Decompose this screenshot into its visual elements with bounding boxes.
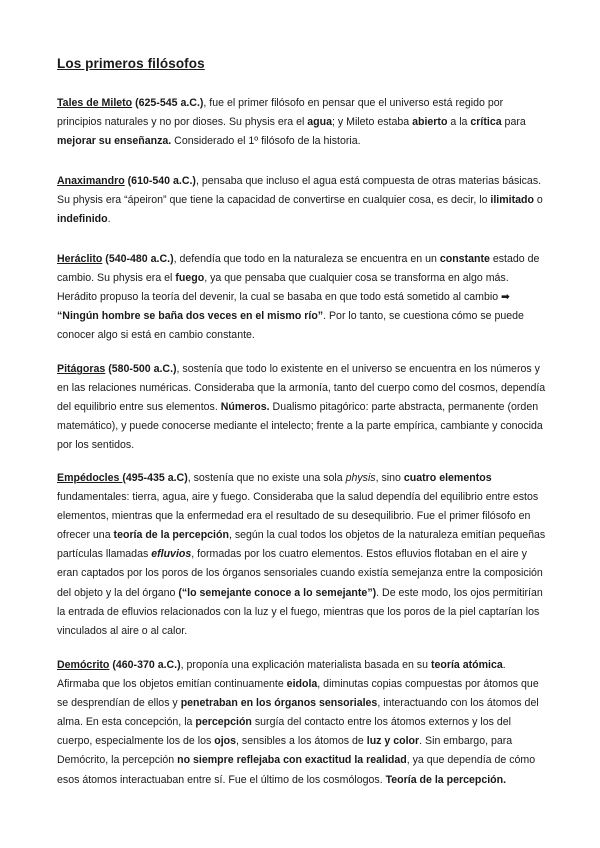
section-body xyxy=(57,363,545,451)
body-text: estado de cambio. Su physis era el xyxy=(57,253,540,285)
emphasis-text: ojos xyxy=(214,735,237,748)
section-tales xyxy=(57,94,547,151)
section-body xyxy=(57,472,545,637)
emphasis-text: efluvios xyxy=(151,548,192,561)
emphasis-text: no siempre reflejaba con exactitud la realidad xyxy=(177,754,407,767)
emphasis-text: mejorar su enseñanza. xyxy=(57,135,172,148)
section-paragraph xyxy=(57,656,547,790)
philosopher-name: Anaximandro xyxy=(57,175,125,187)
philosopher-dates: (540-480 a.C.) xyxy=(105,253,174,265)
philosopher-dates: (460-370 a.C.) xyxy=(112,659,181,671)
philosopher-name: Tales de Mileto xyxy=(57,97,133,109)
body-text: , interactuando con los átomos del alma. En esta concepción, la xyxy=(57,697,539,729)
body-text: . Por lo tanto, se cuestiona cómo se puede conocer algo si está en cambio constante. xyxy=(57,310,524,342)
body-text: , sino xyxy=(375,472,404,484)
emphasis-text: fuego xyxy=(175,272,205,285)
emphasis-text: crítica xyxy=(470,116,502,129)
body-text: . Sin embargo, para Demócrito, la percepción xyxy=(57,735,513,767)
body-text: , pensaba que incluso el agua está compuesta de otras materias básicas. Su physis era “ápeiron” que tiene la capacidad de convertirse en cualquier cosa, es decir, lo xyxy=(57,175,542,207)
philosopher-name: Heráclito xyxy=(57,253,103,265)
emphasis-text: teoría de la percepción xyxy=(113,529,229,542)
emphasis-text: abierto xyxy=(412,116,448,129)
emphasis-text: percepción xyxy=(195,716,252,729)
body-text: o xyxy=(533,194,543,207)
body-text: a la xyxy=(447,116,471,129)
section-empedocles xyxy=(57,469,547,641)
body-text: Considerado el 1º filósofo de la historia. xyxy=(171,135,361,148)
emphasis-text: ilimitado xyxy=(490,194,534,207)
section-paragraph xyxy=(57,94,547,151)
body-text: , según la cual todos los objetos de la naturaleza emitían pequeñas partículas llamadas xyxy=(57,529,546,561)
document-title: Los primeros filósofos xyxy=(57,56,205,71)
section-body xyxy=(57,659,539,786)
body-text: Dualismo pitagórico: parte abstracta, permanente (orden matemático), y puede conocerse mediante el intelecto; frente a la parte empírica, cambiante y conocida por los sentidos. xyxy=(57,401,543,452)
body-text: ; y Mileto estaba xyxy=(332,116,413,129)
section-paragraph xyxy=(57,360,547,455)
body-text: , formadas por los cuatro elementos. Estos efluvios flotaban en el aire y eran captados por los poros de los órganos sensoriales cuando existía semejanza entre la composición del objeto y la del órgano xyxy=(57,548,543,599)
body-text: . Afirmaba que los objetos emitían continuamente xyxy=(57,659,506,691)
body-text: physis xyxy=(345,472,376,484)
emphasis-text: penetraban en los órganos sensoriales xyxy=(180,697,378,710)
emphasis-text: eidola xyxy=(286,678,318,691)
body-text: fundamentales: tierra, agua, aire y fuego. Consideraba que la salud dependía del equilibrio entre estos elementos, mientras que la enfermedad era el resultado de su desequilibrio. Fue el primer filósofo en ofrecer una xyxy=(57,491,539,542)
body-text: surgía del contacto entre los átomos externos y los del cuerpo, especialmente los de los xyxy=(57,716,512,748)
body-text: , proponía una explicación materialista basada en su xyxy=(180,659,431,671)
body-text: , ya que dependía de cómo esos átomos interactuaban entre sí. Fue el último de los cosmólogos. xyxy=(57,754,536,786)
emphasis-text: ➡ “Ningún hombre se baña dos veces en el mismo río” xyxy=(57,291,510,323)
philosopher-name: Empédocles xyxy=(57,472,123,484)
emphasis-text: cuatro elementos xyxy=(403,472,492,484)
body-text: para xyxy=(501,116,526,129)
body-text: . De este modo, los ojos permitirían la entrada de efluvios relacionados con la luz y el fuego, mientras que los poros de la piel captarían los vinculados al aire o al calor. xyxy=(57,586,543,637)
section-paragraph xyxy=(57,250,547,345)
section-democrito xyxy=(57,656,547,790)
philosopher-name: Demócrito xyxy=(57,659,110,671)
emphasis-text: Teoría de la percepción. xyxy=(385,773,507,786)
section-pitagoras xyxy=(57,360,547,455)
body-text: , ya que pensaba que cualquier cosa se transforma en algo más. Herádito propuso la teoría del devenir, la cual se basaba en que todo está sometido al cambio xyxy=(57,272,509,304)
body-text: , defendía que todo en la naturaleza se encuentra en un xyxy=(173,253,440,265)
section-anaximandro xyxy=(57,172,547,229)
emphasis-text: constante xyxy=(439,253,490,265)
section-heraclito xyxy=(57,250,547,345)
emphasis-text: Números. xyxy=(220,401,270,414)
emphasis-text: indefinido xyxy=(57,213,108,226)
emphasis-text: luz y color xyxy=(366,735,420,748)
philosopher-dates: (625-545 a.C.) xyxy=(135,97,204,109)
body-text: , sostenía que todo lo existente en el universo se encuentra en los números y en las relaciones numéricas. Consideraba que la armonía, tanto del cuerpo como del cosmos, dependía del equilibrio entre sus elementos. xyxy=(57,363,546,414)
emphasis-text: (“lo semejante conoce a lo semejante”) xyxy=(178,586,377,599)
philosopher-dates: (580-500 a.C.) xyxy=(108,363,177,375)
section-body xyxy=(57,253,539,341)
philosopher-dates: (610-540 a.C.) xyxy=(127,175,196,187)
emphasis-text: agua xyxy=(307,116,332,129)
body-text: , fue el primer filósofo en pensar que el universo está regido por principios naturales y no por dioses. Su physis era el xyxy=(57,97,504,129)
philosopher-name: Pitágoras xyxy=(57,363,106,375)
section-paragraph xyxy=(57,469,547,641)
emphasis-text: teoría atómica xyxy=(430,659,503,671)
body-text: , diminutas copias compuestas por átomos que se desprendían de ellos y xyxy=(57,678,539,710)
body-text: . xyxy=(107,213,111,226)
body-text: , sostenía que no existe una sola xyxy=(187,472,346,484)
body-text: , sensibles a los átomos de xyxy=(236,735,367,748)
philosopher-dates: (495-435 a.C) xyxy=(122,472,188,484)
section-paragraph xyxy=(57,172,547,229)
